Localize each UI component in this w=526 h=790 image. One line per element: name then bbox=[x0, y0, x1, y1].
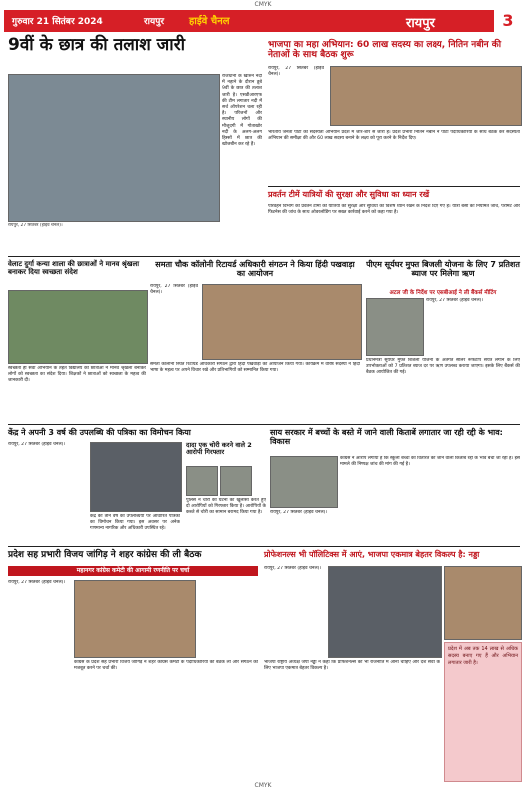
story-dateline-bjp: रायपुर, 27 सितंबर (हाईवे चैनल)। bbox=[268, 66, 324, 78]
divider bbox=[8, 424, 520, 425]
divider bbox=[8, 546, 520, 547]
retired-officers-photo bbox=[202, 284, 362, 360]
bjp-meeting-photo bbox=[330, 66, 522, 126]
story-body-congress: कांग्रेस के प्रदेश सह प्रभारी विजय जांगिड़ ने शहर कांग्रेस कमेटी के पदाधिकारियों की बैठक ली और संगठन को मजबूत करने पर चर्चा की। bbox=[74, 660, 258, 672]
header-city: रायपुर bbox=[144, 17, 165, 27]
page-number: 3 bbox=[494, 10, 522, 32]
story-body-professionals: भाजपा राष्ट्रीय अध्यक्ष जेपी नड्डा ने कहा कि प्रोफेशनल्स को भी राजनीति में आना चाहिए और देश सेवा के लिए भाजपा एकमात्र बेहतर विकल्प है। bbox=[264, 660, 440, 672]
subhead-solar-scheme: अटल जी के निर्देश पर एसबीआई ने ली बैंकर्स मीटिंग bbox=[389, 290, 497, 296]
headline-magazine-launch: केंद्र ने अपनी 3 वर्ष की उपलब्धि की पत्रिका का विमोचन किया bbox=[8, 428, 191, 437]
headline-professionals: प्रोफेशनल्स भी पॉलिटिक्स में आएं, भाजपा एकमात्र बेहतर विकल्प है: नड्डा bbox=[264, 550, 480, 559]
headline-student-search: 9वीं के छात्र की तलाश जारी bbox=[8, 35, 186, 55]
page-header bbox=[4, 10, 522, 32]
story-dateline-professionals: रायपुर, 27 सितंबर (हाईवे चैनल)। bbox=[264, 566, 322, 571]
story-body-school: स्वच्छता ही सेवा अभियान के तहत विद्यालय की छात्राओं ने मानव श्रृंखला बनाकर लोगों को स्वच्छता का संदेश दिया। शिक्षकों ने छात्राओं को स्वच्छता के महत्व की जानकारी दी। bbox=[8, 366, 146, 384]
divider bbox=[268, 186, 520, 187]
subhead-congress-meeting: महानगर कांग्रेस कमेटी की आगामी रणनीति पर चर्चा bbox=[8, 566, 258, 576]
story-body-arrest: पुलिस ने चोरी की घटना का खुलासा करते हुए दो आरोपियों को गिरफ्तार किया है। आरोपियों के कब्जे से चोरी का सामान बरामद किया गया है। bbox=[186, 498, 266, 516]
headline-school-chain: वेलाट दुर्गा कन्या शाला की छात्राओं ने मानव श्रृंखला बनाकर दिया स्वच्छता संदेश bbox=[8, 260, 140, 277]
nadda-speech-photo bbox=[328, 566, 442, 658]
congress-meeting-photo bbox=[74, 580, 196, 658]
students-photo bbox=[8, 290, 148, 364]
story-body-textbooks: कांग्रेस ने आरोप लगाया है कि स्कूली बच्चों को वितरित की जाने वाली किताबें रद्दी के भाव बेची जा रही हैं। इस मामले की निष्पक्ष जांच की मांग की गई है। bbox=[340, 456, 520, 468]
accused-photo-2 bbox=[220, 466, 252, 496]
highlight-box bbox=[444, 642, 522, 782]
headline-traveller-safety: प्रवर्तन टीमें यात्रियों की सुरक्षा और सुविधा का ध्यान रखें bbox=[268, 190, 430, 199]
story-dateline-congress: रायपुर, 27 सितंबर (हाईवे चैनल)। bbox=[8, 580, 66, 585]
story-dateline-magazine: रायपुर, 27 सितंबर (हाईवे चैनल)। bbox=[8, 442, 66, 447]
story-dateline-solar: रायपुर, 27 सितंबर (हाईवे चैनल)। bbox=[426, 298, 484, 303]
rescue-photo bbox=[8, 74, 220, 222]
story-body-bjp: भारतीय जनता पार्टी का सदस्यता अभियान प्रदेश में जोर-शोर से जारी है। प्रदेश प्रभारी नितिन नबीन ने पार्टी पदाधिकारियों के साथ बैठक कर सदस्यता अभियान की समीक्षा की और 60 लाख सदस्य बनाने के लक्ष्य को पूरा करने के निर्देश दिए। bbox=[268, 130, 520, 142]
story-body-solar: प्रधानमंत्री सूर्यघर मुफ्त बिजली योजना के अंतर्गत सोलर रूफटॉप संयंत्र लगाने के लिए उपभोक्ताओं को 7 प्रतिशत ब्याज दर पर ऋण उपलब्ध कराया जाएगा। इसके लिए बैंकर्स की बैठक आयोजित की गई। bbox=[366, 358, 520, 376]
highlight-box-text: प्रदेश में अब तक 14 लाख से अधिक सदस्य बनाए गए हैं और अभियान लगातार जारी है। bbox=[448, 646, 518, 666]
printer-mark-bottom: CMYK bbox=[254, 782, 272, 789]
story-body-magazine: केंद्र की तीन वर्ष की उपलब्धियों पर आधारित पत्रिका का विमोचन किया गया। इस अवसर पर अनेक गणमान्य नागरिक और अधिकारी उपस्थित रहे। bbox=[90, 514, 180, 532]
nadda-portrait-photo bbox=[444, 566, 522, 640]
divider bbox=[8, 256, 520, 257]
story-dateline-retired: रायपुर, 27 सितंबर (हाईवे चैनल)। bbox=[150, 284, 198, 296]
headline-solar-scheme: पीएम सूर्यघर मुफ्त बिजली योजना के लिए 7 प्रतिशत ब्याज पर मिलेगा ऋण bbox=[366, 260, 520, 279]
caption-student-search: रायपुर, 27 सितंबर (हाईवे चैनल)। bbox=[8, 223, 63, 228]
issue-date: गुरुवार 21 सितंबर 2024 bbox=[12, 17, 103, 27]
section-name: रायपुर bbox=[406, 16, 435, 31]
headline-bjp-campaign: भाजपा का महा अभियान: 60 लाख सदस्य का लक्ष्य, नितिन नबीन की नेताओं के साथ बैठक शुरू bbox=[268, 40, 502, 61]
headline-retired-officers: समता चौक कॉलोनी रिटायर्ड अधिकारी संगठन ने किया हिंदी पखवाड़ा का आयोजन bbox=[155, 260, 355, 279]
headline-congress-meeting: प्रदेश सह प्रभारी विजय जांगिड़ ने शहर कांग्रेस की ली बैठक bbox=[8, 550, 202, 560]
accused-photo-1 bbox=[186, 466, 218, 496]
headline-arrest: दादा एक चोरी करने वाले 2 आरोपी गिरफ्तार bbox=[186, 441, 252, 457]
magazine-launch-photo bbox=[90, 442, 182, 512]
story-body-student-search: राजधानी के खारुन नदी में नहाने के दौरान डूबे 9वीं के छात्र की तलाश जारी है। एसडीआरएफ की टीम लगातार नदी में सर्च ऑपरेशन चला रही है। परिजनों और स्थानीय लोगों की मौजूदगी में गोताखोर नदी के अलग-अलग हिस्सों में छात्र की खोजबीन कर रहे हैं। bbox=[222, 74, 262, 148]
masthead-brand: हाईवे चैनल bbox=[189, 16, 230, 27]
story-body-retired: समता कॉलोनी स्थित रिटायर्ड अधिकारी संगठन द्वारा हिंदी पखवाड़ा का आयोजन किया गया। कार्यक्रम में वरिष्ठ सदस्यों ने हिंदी भाषा के महत्व पर अपने विचार रखे और प्रतिभागियों को सम्मानित किया गया। bbox=[150, 362, 360, 374]
story-dateline-textbooks: रायपुर, 27 सितंबर (हाईवे चैनल)। bbox=[270, 510, 328, 515]
headline-textbooks: साय सरकार में बच्चों के बस्ते में जाने वाली किताबें लगातार जा रही रद्दी के भाव: विकास bbox=[270, 428, 503, 447]
textbooks-photo bbox=[270, 456, 338, 508]
printer-mark: CMYK bbox=[254, 1, 272, 8]
story-body-safety: परिवहन विभाग की प्रवर्तन टीमों को यात्रियों की सुरक्षा और सुविधा का विशेष ध्यान रखने के निर्देश दिए गए हैं। यात्री बसों की नियमित जांच, परमिट और फिटनेस की जांच के साथ ओवरलोडिंग पर सख्त कार्रवाई करने को कहा गया है। bbox=[268, 204, 520, 216]
solar-meeting-photo bbox=[366, 298, 424, 356]
